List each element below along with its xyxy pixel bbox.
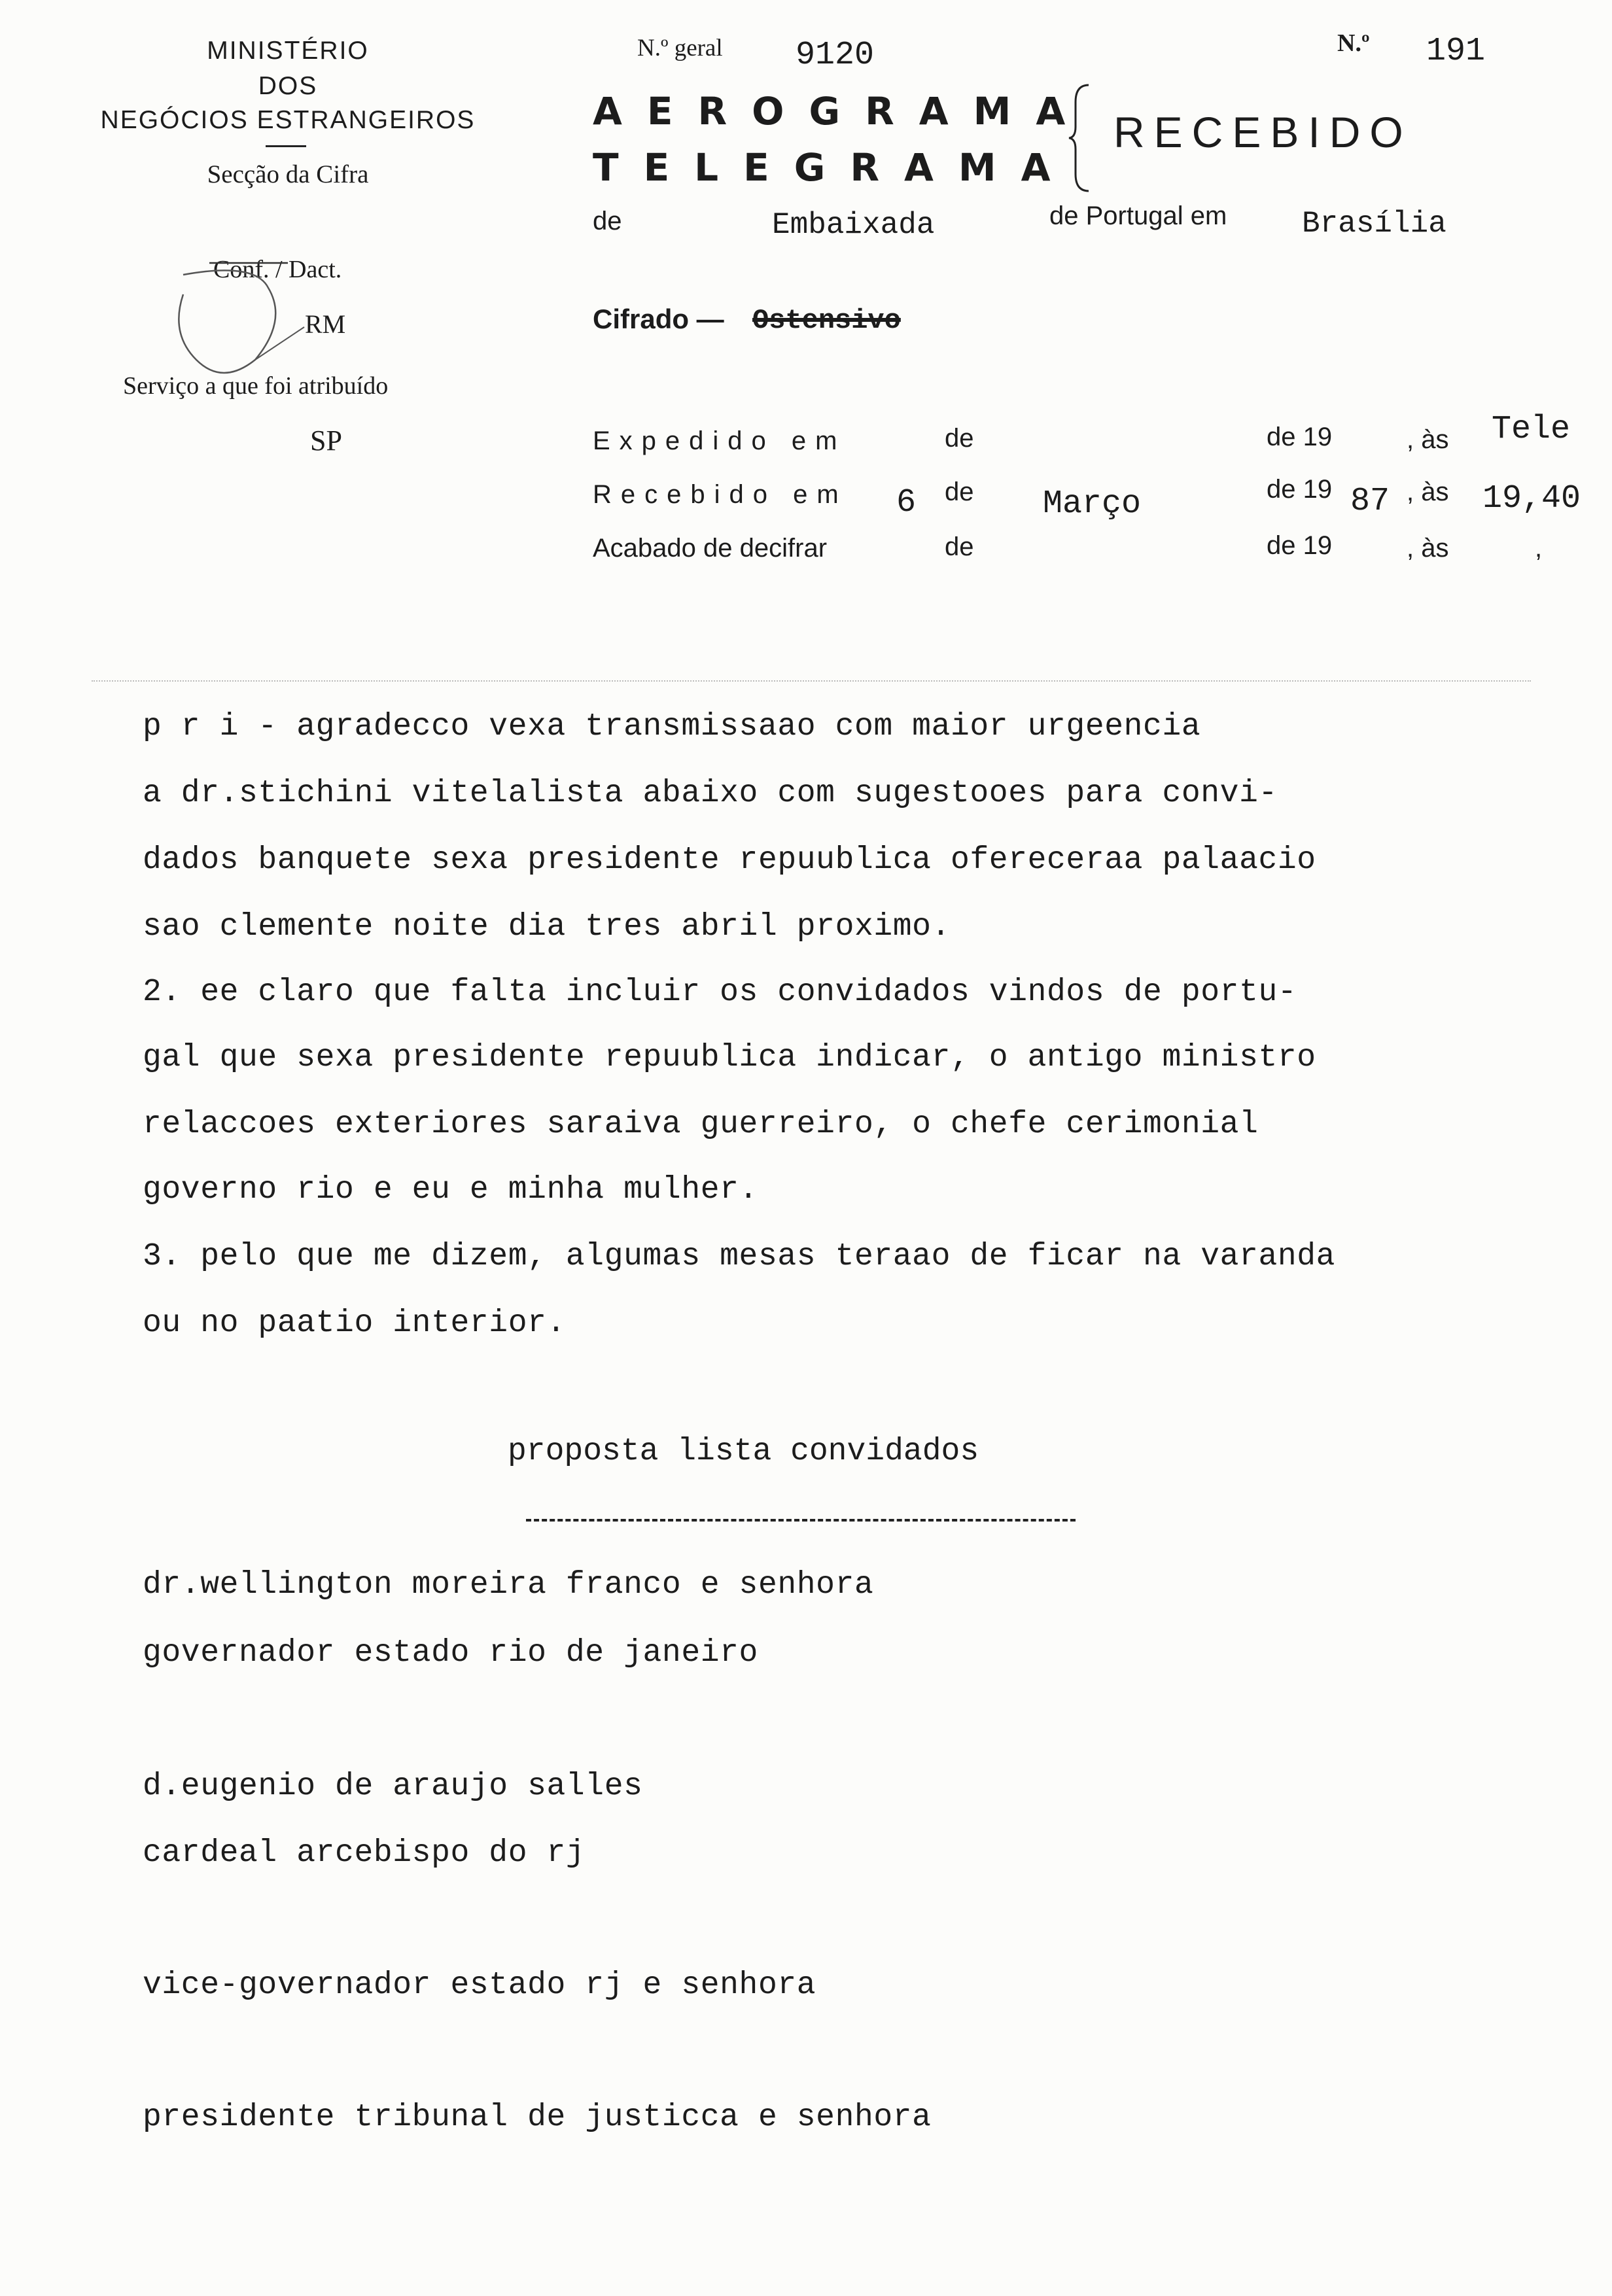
guest-line-5: vice-governador estado rj e senhora: [143, 1968, 816, 2003]
cipher-struck-ostensivo: Ostensivo: [752, 305, 901, 336]
service-value: SP: [310, 425, 342, 457]
acabado-as: , às: [1407, 534, 1449, 563]
body-line-10: ou no paatio interior.: [143, 1306, 566, 1341]
recebido-day: 6: [896, 484, 917, 521]
guest-line-1: dr.wellington moreira franco e senhora: [143, 1567, 874, 1603]
section-name: Secção da Cifra: [207, 160, 369, 188]
body-line-7: relaccoes exteriores saraiva guerreiro, o chefe cerimonial: [143, 1107, 1259, 1142]
body-line-2: a dr.stichini vitelalista abaixo com sugestooes para convi-: [143, 776, 1278, 811]
acabado-de: de: [945, 532, 974, 561]
body-line-6: gal que sexa presidente repuublica indicar, o antigo ministro: [143, 1040, 1316, 1075]
body-line-4: sao clemente noite dia tres abril proximo.: [143, 909, 951, 945]
brace-icon: [1066, 82, 1093, 194]
recebido-label: Recebido em: [593, 480, 848, 509]
geral-label: N.º geral: [637, 35, 723, 61]
body-line-5: 2. ee claro que falta incluir os convidados vindos de portu-: [143, 975, 1297, 1010]
expedido-year: de 19: [1267, 423, 1333, 451]
expedido-time: Tele: [1492, 411, 1571, 448]
list-title-underline: [526, 1519, 1076, 1522]
city-value: Brasília: [1302, 207, 1446, 241]
telegrama-label: TELEGRAMA: [593, 145, 1076, 190]
acabado-year: de 19: [1267, 531, 1333, 560]
acabado-comma: ,: [1535, 534, 1543, 563]
recebido-month: Março: [1043, 485, 1142, 523]
expedido-as: , às: [1407, 425, 1449, 454]
list-title: proposta lista convidados: [508, 1434, 979, 1469]
body-line-9: 3. pelo que me dizem, algumas mesas teraao de ficar na varanda: [143, 1239, 1336, 1274]
ministry-name-line1: MINISTÉRIO: [207, 37, 369, 65]
cipher-label: Cifrado —: [593, 304, 724, 334]
aerograma-label: AEROGRAMA: [593, 89, 1091, 133]
recebido-de: de: [945, 478, 974, 506]
recebido-year: 87: [1350, 483, 1390, 520]
service-label: Serviço a que foi atribuído: [123, 372, 389, 400]
from-value: Embaixada: [772, 208, 935, 242]
guest-line-2: governador estado rio de janeiro: [143, 1635, 758, 1671]
conf-dact-label: Conf. / Dact.: [213, 256, 342, 283]
body-line-8: governo rio e eu e minha mulher.: [143, 1172, 758, 1208]
ministry-name-line2: DOS: [258, 72, 318, 100]
guest-line-4: cardeal arcebispo do rj: [143, 1835, 586, 1871]
expedido-label: Expedido em: [593, 426, 847, 455]
body-line-3: dados banquete sexa presidente repuublica ofereceraa palaacio: [143, 843, 1316, 878]
ministry-underline: [266, 145, 306, 147]
recebido-as: , às: [1407, 478, 1449, 506]
body-line-1: p r i - agradecco vexa transmissaao com maior urgeencia: [143, 709, 1201, 744]
separator-line: [92, 680, 1531, 682]
from-label: de: [593, 207, 622, 235]
recebido-time: 19,40: [1482, 480, 1581, 517]
expedido-de: de: [945, 424, 974, 453]
of-portugal-label: de Portugal em: [1049, 201, 1227, 230]
acabado-label: Acabado de decifrar: [593, 534, 828, 563]
ministry-name-line3: NEGÓCIOS ESTRANGEIROS: [100, 106, 476, 134]
number-label: N.º: [1337, 29, 1370, 57]
guest-line-6: presidente tribunal de justicca e senhora: [143, 2100, 932, 2135]
status-received: RECEBIDO: [1113, 108, 1412, 156]
geral-value: 9120: [796, 37, 875, 74]
guest-line-3: d.eugenio de araujo salles: [143, 1769, 643, 1804]
initials: RM: [305, 309, 346, 339]
recebido-year-prefix: de 19: [1267, 475, 1333, 504]
number-value: 191: [1426, 33, 1486, 70]
